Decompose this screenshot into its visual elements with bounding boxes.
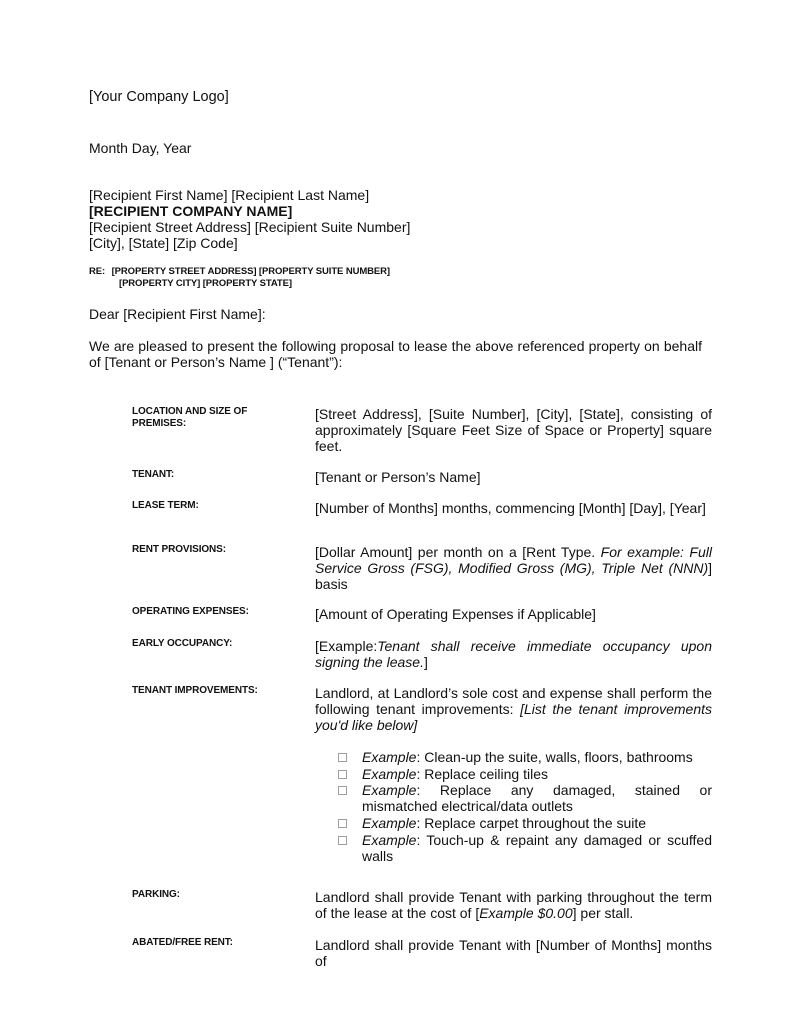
improvement-item bbox=[362, 749, 712, 765]
improvement-text: : Clean-up the suite, walls, floors, bathrooms bbox=[416, 749, 693, 765]
improvement-example: Example bbox=[362, 782, 417, 798]
abated-rent-label: ABATED/FREE RENT: bbox=[132, 937, 233, 948]
salutation: Dear [Recipient First Name]: bbox=[89, 306, 266, 322]
tenant-value: [Tenant or Person’s Name] bbox=[315, 469, 481, 485]
recipient-name: [Recipient First Name] [Recipient Last Name] bbox=[89, 187, 370, 203]
intro-line-1: We are pleased to present the following proposal to lease the above referenced property on behalf bbox=[89, 338, 702, 354]
parking-text: Landlord shall provide Tenant with parking throughout the term of the lease at the cost of [ bbox=[315, 889, 712, 921]
parking-value bbox=[315, 889, 712, 921]
early-occupancy-label: EARLY OCCUPANCY: bbox=[132, 638, 233, 649]
re-prefix: RE: bbox=[89, 266, 106, 277]
checkbox-icon bbox=[338, 836, 347, 845]
checkbox-icon bbox=[338, 786, 347, 795]
parking-example: Example $0.00 bbox=[479, 905, 573, 921]
recipient-block bbox=[89, 187, 410, 251]
early-occupancy-value bbox=[315, 638, 712, 670]
parking-end: ] per stall. bbox=[572, 905, 634, 921]
location-label-line-1: LOCATION AND SIZE OF bbox=[132, 406, 248, 417]
checkbox-icon bbox=[338, 770, 347, 779]
recipient-city: [City], [State] [Zip Code] bbox=[89, 235, 238, 251]
improvement-example: Example bbox=[362, 749, 417, 765]
opex-value: [Amount of Operating Expenses if Applicable] bbox=[315, 606, 596, 622]
company-logo-placeholder: [Your Company Logo] bbox=[89, 89, 229, 105]
improvement-item bbox=[362, 766, 712, 782]
checkbox-icon bbox=[338, 819, 347, 828]
improvement-example: Example bbox=[362, 832, 417, 848]
recipient-company: [RECIPIENT COMPANY NAME] bbox=[89, 203, 293, 219]
early-occupancy-text: [Example: bbox=[315, 638, 378, 654]
improvement-item bbox=[362, 782, 712, 814]
improvement-item bbox=[362, 832, 712, 864]
opex-label: OPERATING EXPENSES: bbox=[132, 606, 249, 617]
improvements-label: TENANT IMPROVEMENTS: bbox=[132, 685, 258, 696]
tenant-label: TENANT: bbox=[132, 469, 175, 480]
improvement-text: : Replace ceiling tiles bbox=[416, 766, 548, 782]
location-value: [Street Address], [Suite Number], [City], [State], consisting of approximately [Square Feet Size of Space or Property] square feet. bbox=[315, 406, 712, 454]
improvement-text: : Replace carpet throughout the suite bbox=[416, 815, 647, 831]
improvement-example: Example bbox=[362, 815, 417, 831]
rent-value-end: ] basis bbox=[315, 560, 712, 592]
re-line bbox=[89, 266, 390, 278]
improvements-instruction: [List the tenant improvements you'd like below] bbox=[315, 701, 712, 733]
letter-date: Month Day, Year bbox=[89, 140, 192, 156]
re-property-address: [PROPERTY STREET ADDRESS] [PROPERTY SUITE NUMBER] bbox=[111, 266, 390, 277]
rent-label: RENT PROVISIONS: bbox=[132, 544, 226, 555]
rent-value-text: [Dollar Amount] per month on a [Rent Type. bbox=[315, 544, 601, 560]
rent-value-example: For example: Full Service Gross (FSG), Modified Gross (MG), Triple Net (NNN) bbox=[315, 544, 712, 576]
location-label-line-2: PREMISES: bbox=[132, 418, 187, 429]
early-occupancy-example: Tenant shall receive immediate occupancy upon signing the lease. bbox=[315, 638, 712, 670]
rent-value bbox=[315, 544, 712, 592]
abated-rent-value: Landlord shall provide Tenant with [Number of Months] months of bbox=[315, 937, 712, 969]
recipient-street: [Recipient Street Address] [Recipient Suite Number] bbox=[89, 219, 411, 235]
improvements-text: Landlord, at Landlord’s sole cost and expense shall perform the following tenant improvements: bbox=[315, 685, 712, 717]
parking-label: PARKING: bbox=[132, 889, 180, 900]
improvement-text: : Touch-up & repaint any damaged or scuffed walls bbox=[362, 832, 712, 864]
location-label bbox=[132, 406, 292, 430]
early-occupancy-end: ] bbox=[423, 654, 428, 670]
improvement-text: : Replace any damaged, stained or mismatched electrical/data outlets bbox=[362, 782, 712, 814]
re-property-city: [PROPERTY CITY] [PROPERTY STATE] bbox=[119, 278, 292, 289]
improvements-value bbox=[315, 685, 712, 733]
checkbox-icon bbox=[338, 753, 347, 762]
lease-term-value: [Number of Months] months, commencing [Month] [Day], [Year] bbox=[315, 500, 706, 516]
improvement-item bbox=[362, 815, 712, 831]
intro-line-2: of [Tenant or Person’s Name ] (“Tenant”): bbox=[89, 354, 343, 370]
lease-term-label: LEASE TERM: bbox=[132, 500, 199, 511]
improvement-example: Example bbox=[362, 766, 417, 782]
